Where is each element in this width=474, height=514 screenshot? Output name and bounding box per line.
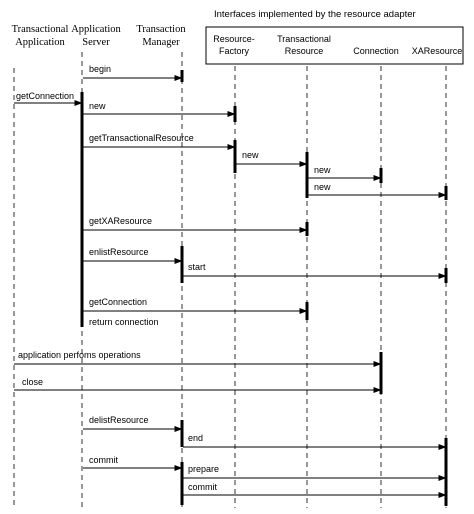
message-label-commit-tm: commit	[89, 455, 118, 465]
participant-server-label-2: Server	[82, 37, 110, 48]
message-label-getconnection-app: getConnection	[16, 91, 75, 101]
participant-factory-label-2: Factory	[218, 46, 250, 56]
participant-app-label-2: Application	[15, 37, 65, 48]
message-label-prepare: prepare	[188, 464, 220, 474]
message-label-return-connection: return connection	[89, 317, 159, 327]
message-label-start: start	[188, 262, 206, 272]
participant-tm-label-1: Transaction	[136, 24, 186, 35]
message-label-new-factory: new	[89, 101, 106, 111]
participant-conn-label-1: Connection	[353, 46, 399, 56]
message-label-begin: begin	[89, 64, 112, 74]
message-label-close: close	[22, 377, 44, 387]
participant-tres-label-2: Resource	[284, 46, 324, 56]
message-label-delistresource: delistResource	[89, 415, 149, 425]
message-label-new-xa: new	[314, 182, 331, 192]
message-label-getconnection-server: getConnection	[89, 297, 148, 307]
participant-xa-label-1: XAResource	[411, 46, 463, 56]
message-label-enlistresource: enlistResource	[89, 247, 149, 257]
message-label-app-operations: application perfoms operations	[18, 350, 141, 360]
message-label-commit-xa: commit	[188, 482, 217, 492]
message-label-new-tres: new	[242, 150, 259, 160]
participant-tres-label-1: Transactional	[277, 34, 331, 44]
message-label-getxaresource: getXAResource	[89, 216, 153, 226]
message-label-new-conn: new	[314, 165, 331, 175]
message-label-end: end	[188, 433, 204, 443]
participant-server-label-1: Application	[71, 24, 121, 35]
participant-factory-label-1: Resource-	[213, 34, 255, 44]
message-label-gettransactionalresource: getTransactionalResource	[89, 133, 194, 143]
participant-app-label-1: Transactional	[11, 24, 69, 35]
interfaces-title: Interfaces implemented by the resource adapter	[214, 9, 416, 20]
participant-tm-label-2: Manager	[142, 37, 180, 48]
